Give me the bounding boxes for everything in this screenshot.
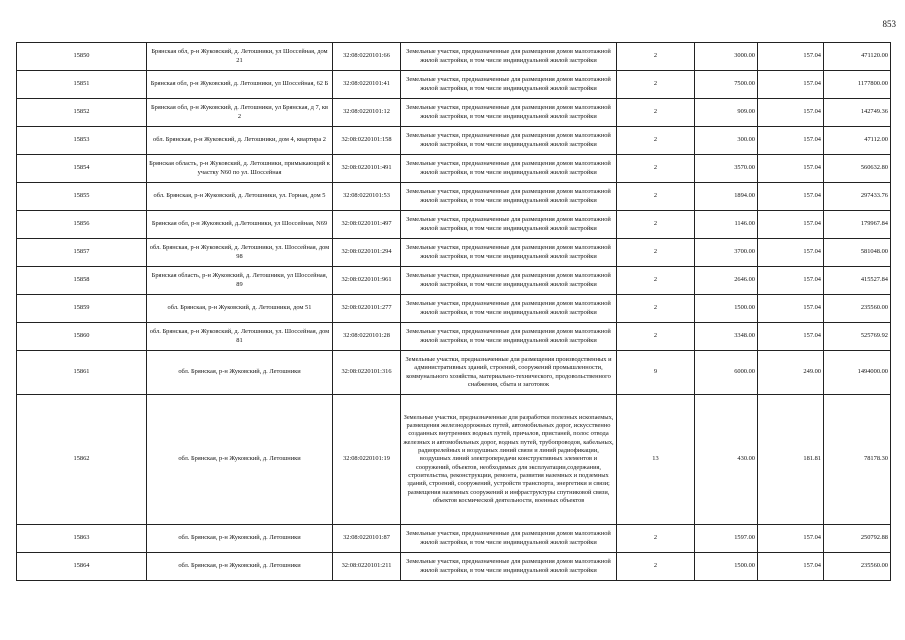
row-group-number: 2 bbox=[617, 99, 695, 127]
row-cadastral-number: 32:08:0220101:87 bbox=[333, 525, 401, 553]
row-land-use-category: Земельные участки, предназначенные для размещения домов малоэтажной жилой застройки, в том числе индивидуальной жилой застройки bbox=[401, 43, 617, 71]
row-cadastral-value: 560632.80 bbox=[824, 155, 891, 183]
row-cadastral-number: 32:08:0220101:961 bbox=[333, 267, 401, 295]
row-cadastral-value: 581048.00 bbox=[824, 239, 891, 267]
row-specific-value: 249.00 bbox=[758, 351, 824, 395]
cadastral-value-table bbox=[16, 42, 891, 581]
row-number: 15857 bbox=[17, 239, 147, 267]
row-land-use-category: Земельные участки, предназначенные для размещения домов малоэтажной жилой застройки, в том числе индивидуальной жилой застройки bbox=[401, 525, 617, 553]
row-group-number: 2 bbox=[617, 71, 695, 99]
row-group-number: 2 bbox=[617, 183, 695, 211]
row-address: Брянская обл, р-н Жуковский, д.Летошники, ул Шоссейная, N69 bbox=[147, 211, 333, 239]
row-number: 15851 bbox=[17, 71, 147, 99]
row-land-use-category: Земельные участки, предназначенные для размещения домов малоэтажной жилой застройки, в том числе индивидуальной жилой застройки bbox=[401, 127, 617, 155]
row-land-use-category: Земельные участки, предназначенные для размещения домов малоэтажной жилой застройки, в том числе индивидуальной жилой застройки bbox=[401, 295, 617, 323]
row-cadastral-value: 250792.88 bbox=[824, 525, 891, 553]
row-address: Брянская область, р-н Жуковский, д. Летошники, примыкающий к участку N60 по ул. Шоссейная bbox=[147, 155, 333, 183]
table-row bbox=[17, 295, 891, 323]
row-land-use-category: Земельные участки, предназначенные для размещения домов малоэтажной жилой застройки, в том числе индивидуальной жилой застройки bbox=[401, 553, 617, 581]
row-number: 15850 bbox=[17, 43, 147, 71]
row-area: 2646.00 bbox=[695, 267, 758, 295]
row-land-use-category: Земельные участки, предназначенные для размещения домов малоэтажной жилой застройки, в том числе индивидуальной жилой застройки bbox=[401, 183, 617, 211]
row-specific-value: 157.04 bbox=[758, 99, 824, 127]
row-cadastral-value: 235560.00 bbox=[824, 553, 891, 581]
row-area: 1146.00 bbox=[695, 211, 758, 239]
row-specific-value: 157.04 bbox=[758, 155, 824, 183]
row-cadastral-number: 32:08:0220101:491 bbox=[333, 155, 401, 183]
row-area: 1597.00 bbox=[695, 525, 758, 553]
row-cadastral-value: 47112.00 bbox=[824, 127, 891, 155]
row-area: 3570.00 bbox=[695, 155, 758, 183]
table-row bbox=[17, 127, 891, 155]
row-cadastral-value: 525769.92 bbox=[824, 323, 891, 351]
row-specific-value: 157.04 bbox=[758, 183, 824, 211]
row-cadastral-value: 142749.36 bbox=[824, 99, 891, 127]
row-land-use-category: Земельные участки, предназначенные для размещения домов малоэтажной жилой застройки, в том числе индивидуальной жилой застройки bbox=[401, 155, 617, 183]
row-address: обл. Брянская, р-н Жуковский, д. Летошники bbox=[147, 525, 333, 553]
row-address: Брянская обл, р-н Жуковский, д. Летошники, ул Шоссейная, дом 21 bbox=[147, 43, 333, 71]
row-specific-value: 157.04 bbox=[758, 323, 824, 351]
row-area: 1500.00 bbox=[695, 553, 758, 581]
row-land-use-category: Земельные участки, предназначенные для размещения домов малоэтажной жилой застройки, в том числе индивидуальной жилой застройки bbox=[401, 323, 617, 351]
row-land-use-category: Земельные участки, предназначенные для размещения домов малоэтажной жилой застройки, в том числе индивидуальной жилой застройки bbox=[401, 211, 617, 239]
row-cadastral-value: 235560.00 bbox=[824, 295, 891, 323]
row-area: 300.00 bbox=[695, 127, 758, 155]
row-cadastral-value: 1494000.00 bbox=[824, 351, 891, 395]
row-group-number: 2 bbox=[617, 43, 695, 71]
row-specific-value: 157.04 bbox=[758, 43, 824, 71]
row-group-number: 2 bbox=[617, 267, 695, 295]
row-cadastral-value: 415527.84 bbox=[824, 267, 891, 295]
row-cadastral-number: 32:08:0220101:12 bbox=[333, 99, 401, 127]
row-number: 15858 bbox=[17, 267, 147, 295]
table-row bbox=[17, 323, 891, 351]
row-group-number: 2 bbox=[617, 239, 695, 267]
row-specific-value: 157.04 bbox=[758, 71, 824, 99]
table-row bbox=[17, 395, 891, 525]
row-land-use-category: Земельные участки, предназначенные для размещения домов малоэтажной жилой застройки, в том числе индивидуальной жилой застройки bbox=[401, 239, 617, 267]
row-number: 15852 bbox=[17, 99, 147, 127]
table-row bbox=[17, 351, 891, 395]
row-address: обл. Брянская, р-н Жуковский, д. Летошники, дом 51 bbox=[147, 295, 333, 323]
page-number: 853 bbox=[882, 19, 896, 29]
table-row bbox=[17, 525, 891, 553]
row-land-use-category: Земельные участки, предназначенные для размещения домов малоэтажной жилой застройки, в том числе индивидуальной жилой застройки bbox=[401, 267, 617, 295]
row-cadastral-number: 32:08:0220101:19 bbox=[333, 395, 401, 525]
row-area: 1500.00 bbox=[695, 295, 758, 323]
row-cadastral-number: 32:08:0220101:53 bbox=[333, 183, 401, 211]
row-number: 15864 bbox=[17, 553, 147, 581]
table-row bbox=[17, 155, 891, 183]
row-group-number: 2 bbox=[617, 295, 695, 323]
table-row bbox=[17, 553, 891, 581]
row-number: 15853 bbox=[17, 127, 147, 155]
row-address: обл. Брянская, р-н Жуковский, д. Летошники, ул. Шоссейная, дом 98 bbox=[147, 239, 333, 267]
row-land-use-category: Земельные участки, предназначенные для размещения производственных и административных зданий, строений, сооружений промышленности, коммунального хозяйства, материально-технического, продовольственного снабжения, сбыта и заготовок bbox=[401, 351, 617, 395]
row-area: 1894.00 bbox=[695, 183, 758, 211]
row-cadastral-value: 1177800.00 bbox=[824, 71, 891, 99]
row-group-number: 2 bbox=[617, 127, 695, 155]
row-land-use-category: Земельные участки, предназначенные для размещения домов малоэтажной жилой застройки, в том числе индивидуальной жилой застройки bbox=[401, 71, 617, 99]
row-cadastral-value: 179967.84 bbox=[824, 211, 891, 239]
row-address: Брянская обл, р-н Жуковский, д. Летошники, ул Шоссейная, 62 Б bbox=[147, 71, 333, 99]
row-group-number: 2 bbox=[617, 211, 695, 239]
table-row bbox=[17, 99, 891, 127]
row-number: 15862 bbox=[17, 395, 147, 525]
row-address: обл. Брянская, р-н Жуковский, д. Летошники, ул. Горная, дом 5 bbox=[147, 183, 333, 211]
row-land-use-category: Земельные участки, предназначенные для разработки полезных ископаемых, размещения железнодорожных путей, автомобильных дорог, искусственно созданных внутренних водных путей, причалов, пристаней, полос отвода железных и автомобильных дорог, водных путей, трубопроводов, кабельных, радиорелейных и воздушных линий связи и линий радиофикации, воздушных линий электропередачи конструктивных элементов и сооружений, объектов, необходимых для эксплуатации,содержания, строительства, реконструкции, ремонта, развития наземных и подземных зданий, строений, сооружений, устройств транспорта, энергетики и связи; размещения наземных сооружений и инфраструктуры спутниковой связи, объектов космической деятельности, военных объектов bbox=[401, 395, 617, 525]
row-address: обл. Брянская, р-н Жуковский, д. Летошники bbox=[147, 351, 333, 395]
row-specific-value: 157.04 bbox=[758, 267, 824, 295]
row-number: 15856 bbox=[17, 211, 147, 239]
row-group-number: 2 bbox=[617, 323, 695, 351]
table-row bbox=[17, 71, 891, 99]
row-address: обл. Брянская, р-н Жуковский, д. Летошники bbox=[147, 395, 333, 525]
row-area: 6000.00 bbox=[695, 351, 758, 395]
row-cadastral-value: 297433.76 bbox=[824, 183, 891, 211]
row-group-number: 2 bbox=[617, 525, 695, 553]
table-row bbox=[17, 211, 891, 239]
row-specific-value: 157.04 bbox=[758, 553, 824, 581]
row-address: Брянская обл, р-н Жуковский, д. Летошники, ул Брянская, д 7, кв 2 bbox=[147, 99, 333, 127]
row-area: 430.00 bbox=[695, 395, 758, 525]
row-area: 3700.00 bbox=[695, 239, 758, 267]
row-area: 7500.00 bbox=[695, 71, 758, 99]
row-number: 15863 bbox=[17, 525, 147, 553]
row-cadastral-value: 78178.30 bbox=[824, 395, 891, 525]
row-address: обл. Брянская, р-н Жуковский, д. Летошники, дом 4, квартира 2 bbox=[147, 127, 333, 155]
row-area: 3000.00 bbox=[695, 43, 758, 71]
table-body bbox=[17, 43, 891, 581]
row-area: 909.00 bbox=[695, 99, 758, 127]
row-address: Брянская область, р-н Жуковский, д. Летошники, ул Шоссейная, 89 bbox=[147, 267, 333, 295]
row-cadastral-number: 32:08:0220101:158 bbox=[333, 127, 401, 155]
row-cadastral-value: 471120.00 bbox=[824, 43, 891, 71]
row-cadastral-number: 32:08:0220101:66 bbox=[333, 43, 401, 71]
row-address: обл. Брянская, р-н Жуковский, д. Летошники, ул. Шоссейная, дом 81 bbox=[147, 323, 333, 351]
row-specific-value: 181.81 bbox=[758, 395, 824, 525]
row-group-number: 9 bbox=[617, 351, 695, 395]
row-specific-value: 157.04 bbox=[758, 295, 824, 323]
row-area: 3348.00 bbox=[695, 323, 758, 351]
row-specific-value: 157.04 bbox=[758, 239, 824, 267]
row-address: обл. Брянская, р-н Жуковский, д. Летошники bbox=[147, 553, 333, 581]
row-cadastral-number: 32:08:0220101:497 bbox=[333, 211, 401, 239]
row-cadastral-number: 32:08:0220101:211 bbox=[333, 553, 401, 581]
row-number: 15855 bbox=[17, 183, 147, 211]
table-row bbox=[17, 267, 891, 295]
row-cadastral-number: 32:08:0220101:294 bbox=[333, 239, 401, 267]
row-number: 15854 bbox=[17, 155, 147, 183]
table-row bbox=[17, 239, 891, 267]
row-group-number: 13 bbox=[617, 395, 695, 525]
row-cadastral-number: 32:08:0220101:41 bbox=[333, 71, 401, 99]
row-specific-value: 157.04 bbox=[758, 525, 824, 553]
row-specific-value: 157.04 bbox=[758, 127, 824, 155]
table-row bbox=[17, 43, 891, 71]
row-group-number: 2 bbox=[617, 155, 695, 183]
row-cadastral-number: 32:08:0220101:28 bbox=[333, 323, 401, 351]
row-land-use-category: Земельные участки, предназначенные для размещения домов малоэтажной жилой застройки, в том числе индивидуальной жилой застройки bbox=[401, 99, 617, 127]
table-row bbox=[17, 183, 891, 211]
row-cadastral-number: 32:08:0220101:277 bbox=[333, 295, 401, 323]
row-specific-value: 157.04 bbox=[758, 211, 824, 239]
row-group-number: 2 bbox=[617, 553, 695, 581]
row-number: 15860 bbox=[17, 323, 147, 351]
row-number: 15859 bbox=[17, 295, 147, 323]
row-cadastral-number: 32:08:0220101:316 bbox=[333, 351, 401, 395]
row-number: 15861 bbox=[17, 351, 147, 395]
